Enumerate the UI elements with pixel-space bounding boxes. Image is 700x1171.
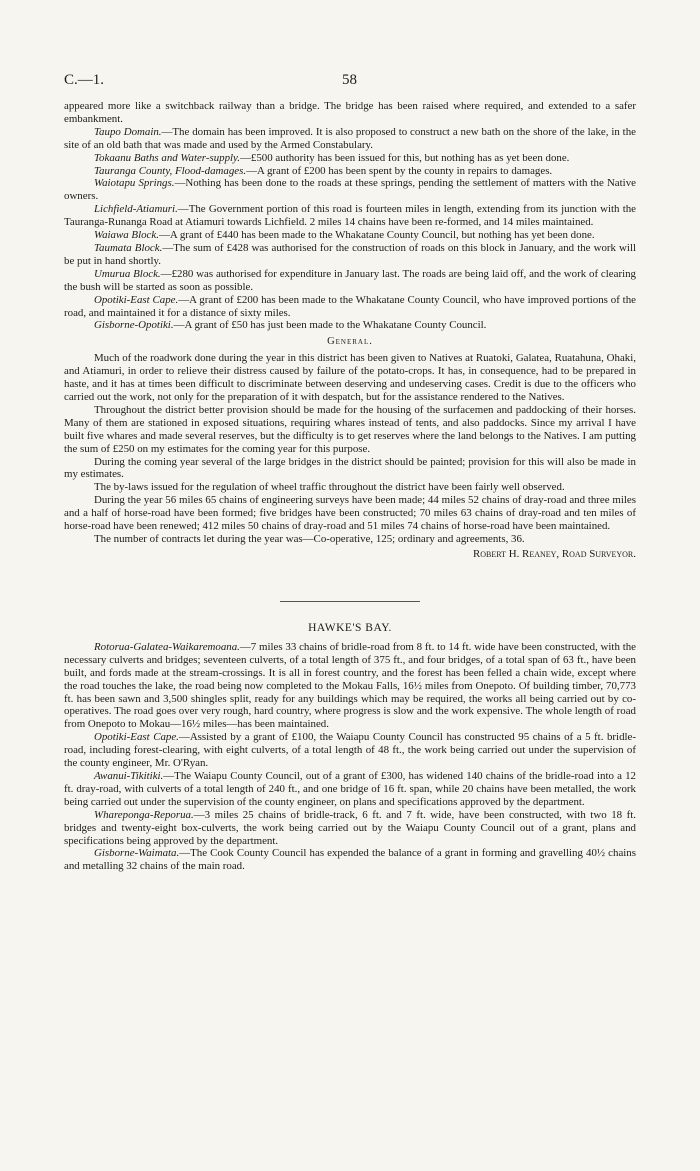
paragraph-opotiki-east-cape-hb	[64, 731, 636, 770]
paragraph-waiawa-block	[64, 229, 636, 242]
paragraph-text: —Assisted by a grant of £100, the Waiapu County Council has constructed 95 chains of a 5 ft. bridle-road, including forest-clearing, with eight culverts, of a total length of 48 ft., the work being carried out under the supervision of the county engineer, Mr. O'Ryan.	[64, 731, 637, 770]
paragraph-tokaanu-baths	[64, 152, 636, 165]
paragraph-rotorua-galatea	[64, 641, 636, 731]
paragraph-text: —Nothing has been done to the roads at these springs, pending the settlement of matters with the Native owners.	[64, 177, 636, 203]
general-paragraph: Throughout the district better provision should be made for the housing of the surfacemen and paddocking of their horses. Many of them are stationed in exposed situations, requiring whares instead of tents, and also paddocks. Since my arrival I have built five whares and made several reserves, but the difficulty is to get reserves where the land belongs to the Natives. I am putting the sum of £250 on my estimates for the coming year for this purpose.	[64, 403, 636, 455]
general-paragraph: Much of the roadwork done during the year in this district has been given to Natives at Ruatoki, Galatea, Ruatahuna, Ohaki, and Atiamuri, in order to relieve their distress caused by failure of the potato-crops. It has, in consequence, had to be prepared in haste, and it has at times been difficult to discriminate between deserving and undeserving cases. Credit is due to the officers who carried out the work, not only for the preparation of it with despatch, but for the assistance rendered to the Natives.	[64, 352, 636, 404]
signature: Robert H. Reaney, Road Surveyor.	[473, 547, 636, 560]
section-divider	[280, 601, 420, 602]
general-paragraph: The number of contracts let during the year was—Co-operative, 125; ordinary and agreements, 36.	[94, 533, 525, 545]
paragraph-gisborne-opotiki	[64, 319, 636, 332]
paragraph-waiotapu-springs	[64, 177, 636, 203]
paragraph-text: —A grant of £200 has been made to the Whakatane County Council, who have improved portions of the road, and maintained it for a distance of sixty miles.	[64, 293, 636, 319]
paragraph-tauranga-county	[64, 165, 636, 178]
paragraph-heading: Awanui-Tikitiki.	[94, 769, 164, 782]
paragraph-text: —£500 authority has been issued for this, but nothing has as yet been done.	[240, 151, 570, 164]
paragraph-text: —3 miles 25 chains of bridle-track, 6 ft. and 7 ft. wide, have been constructed, with two 18 ft. bridges and twenty-eight box-culverts, the work being carried out by the Waiapu County Council out of a grant, plans and specifications being approved by the department.	[64, 808, 636, 847]
paragraph-text: —£280 was authorised for expenditure in January last. The roads are being laid off, and the work of clearing the bush will be started as soon as possible.	[64, 267, 636, 293]
paragraph-heading: Rotorua-Galatea-Waikaremoana.	[94, 640, 240, 653]
general-paragraph: During the coming year several of the large bridges in the district should be painted; provision for this will also be made in my estimates.	[64, 455, 636, 481]
paragraph-whareponga-reporua	[64, 809, 636, 848]
page-header	[64, 72, 636, 100]
paragraph-heading: Gisborne-Opotiki.	[94, 319, 174, 332]
paragraph-heading: Opotiki-East Cape.	[94, 293, 179, 306]
paragraph-awanui-tikitiki	[64, 770, 636, 809]
paragraph-taupo-domain	[64, 126, 636, 152]
page-number: 58	[342, 72, 357, 88]
paragraph-gisborne-waimata	[64, 847, 636, 873]
paragraph-text: —The domain has been improved. It is also proposed to construct a new bath on the shore of the lake, in the site of an old bath that was made and used by the Armed Constabulary.	[64, 125, 636, 151]
paragraph-heading: Lichfield-Atiamuri.	[94, 203, 178, 216]
paragraph-heading: Gisborne-Waimata.	[94, 847, 180, 860]
paragraph-text: —The Waiapu County Council, out of a grant of £300, has widened 140 chains of the bridle-road into a 12 ft. dray-road, with culverts of a total length of 240 ft., and one bridge of 16 ft. span, while 20 chains have been metalled, the work being carried out under the supervision of the county engineer, on plans and specifications approved by the department.	[64, 769, 636, 808]
general-paragraph: During the year 56 miles 65 chains of engineering surveys have been made; 44 miles 52 chains of dray-road and three miles and a half of horse-road have been formed; five bridges have been constructed; 70 miles 63 chains of dray-road and ten miles of horse-road have been renewed; 412 miles 50 chains of dray-road and 51 miles 74 chains of horse-road have been maintained.	[64, 494, 636, 533]
paragraph-text: —The Government portion of this road is fourteen miles in length, extending from its junction with the Tauranga-Runanga Road at Atiamuri towards Lichfield. 2 miles 14 chains have been re-formed, and 14 miles maintained.	[64, 203, 636, 229]
paragraph-heading: Waiotapu Springs.	[94, 177, 175, 190]
paragraph-heading: Umurua Block.	[94, 267, 161, 280]
paragraph-heading: Taupo Domain.	[94, 125, 162, 138]
paragraph-text: —The Cook County Council has expended the balance of a grant in forming and gravelling 40½ chains and metalling 32 chains of the main road.	[64, 847, 636, 873]
paragraph-text: appeared more like a switchback railway than a bridge. The bridge has been raised where required, and extended to a safer embankment.	[64, 100, 636, 125]
general-paragraph: The by-laws issued for the regulation of wheel traffic throughout the district have been fairly well observed.	[94, 481, 565, 494]
paragraph-heading: Opotiki-East Cape.	[94, 731, 179, 744]
paragraph-opotiki-east-cape	[64, 294, 636, 320]
paragraph-lichfield-atiamuri	[64, 203, 636, 229]
paragraph-heading: Waiawa Block.	[94, 229, 159, 242]
section-heading-general: General.	[327, 336, 373, 348]
paragraph-heading: Tauranga County, Flood-damages.	[94, 164, 247, 177]
paragraph-umurua-block	[64, 268, 636, 294]
paragraph-heading: Taumata Block.	[94, 241, 163, 254]
paragraph-text: —A grant of £440 has been made to the Whakatane County Council, but nothing has yet been done.	[158, 229, 595, 242]
paragraph-taumata-block	[64, 242, 636, 268]
paragraph-heading: Whareponga-Reporua.	[94, 808, 194, 821]
document-reference: C.—1.	[64, 72, 105, 88]
section-heading-hawkes-bay: HAWKE'S BAY.	[308, 621, 392, 634]
paragraph-text: —A grant of £50 has just been made to the Whakatane County Council.	[173, 319, 487, 332]
paragraph-text: —The sum of £428 was authorised for the construction of roads on this block in January, and the work will be put in hand shortly.	[64, 241, 636, 267]
paragraph-heading: Tokaanu Baths and Water-supply.	[94, 151, 241, 164]
paragraph-text: —A grant of £200 has been spent by the county in repairs to damages.	[246, 164, 553, 177]
paragraph-text: —7 miles 33 chains of bridle-road from 8 ft. to 14 ft. wide have been constructed, with the necessary culverts and bridges; seventeen culverts, of a total length of 375 ft., and four bridges, of a total span of 63 ft., have been built, and fords made at the stream-crossings. It is all in forest country, and the forest has been felled a chain wide, except where the road touches the lake, the road being now completed to the Mokau Falls, 16½ miles from Onepoto. Of building timber, 70,773 ft. has been sawn and 3,500 shingles split, ready for any buildings which may be required, the works all being carried out by co-operatives. The road goes over very rough, hard country, where progress is slow and the work expensive. The whole length of road from Onepoto to Mokau—16½ miles—has been maintained.	[64, 640, 636, 731]
paragraph-continuation	[64, 100, 636, 126]
